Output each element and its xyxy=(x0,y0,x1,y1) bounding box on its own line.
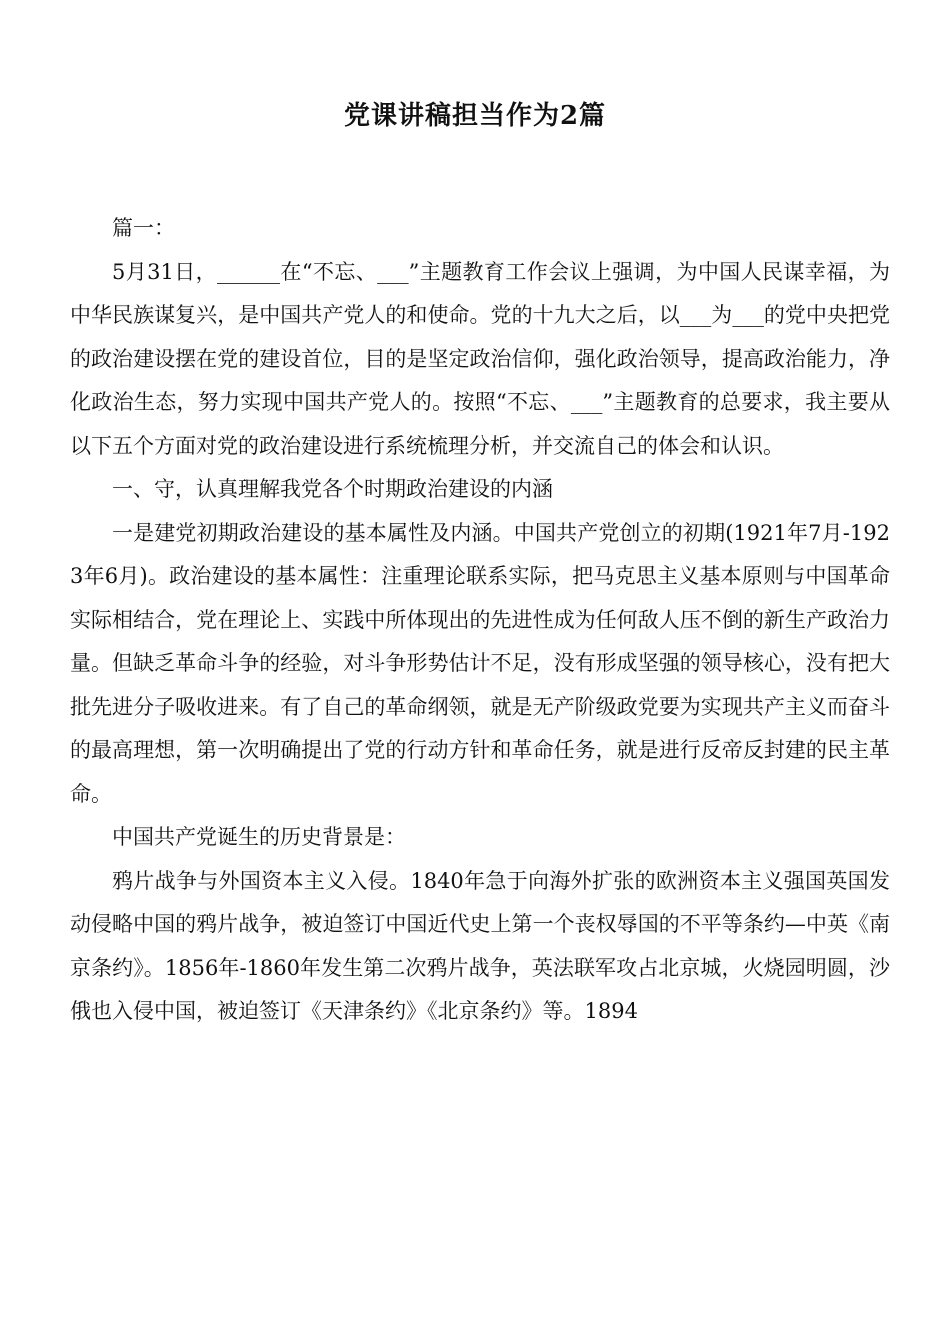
document-body xyxy=(70,207,890,1034)
section-heading: 一、守，认真理解我党各个时期政治建设的内涵 xyxy=(112,477,553,501)
body-paragraph: 一是建党初期政治建设的基本属性及内涵。中国共产党创立的初期(1921年7月-1923年6月)。政治建设的基本属性：注重理论联系实际，把马克思主义基本原则与中国革命实际相结合，党在理论上、实践中所体现出的先进性成为任何敌人压不倒的新生产政治力量。但缺乏革命斗争的经验，对斗争形势估计不足，没有形成坚强的领导核心，没有把大批先进分子吸收进来。有了自己的革命纲领，就是无产阶级政党要为实现共产主义而奋斗的最高理想，第一次明确提出了党的行动方针和革命任务，就是进行反帝反封建的民主革命。 xyxy=(70,520,890,806)
body-paragraph: 鸦片战争与外国资本主义入侵。1840年急于向海外扩张的欧洲资本主义强国英国发动侵略中国的鸦片战争，被迫签订中国近代史上第一个丧权辱国的不平等条约—中英《南京条约》。1856年-1860年发生第二次鸦片战争，英法联军攻占北京城，火烧园明圆，沙俄也入侵中国，被迫签订《天津条约》《北京条约》等。1894 xyxy=(70,868,890,1023)
body-paragraph: 中国共产党诞生的历史背景是： xyxy=(112,825,406,849)
body-paragraph: 5月31日，______在“不忘、___”主题教育工作会议上强调，为中国人民谋幸福，为中华民族谋复兴，是中国共产党人的和使命。党的十九大之后，以___为___的党中央把党的政治建设摆在党的建设首位，目的是坚定政治信仰，强化政治领导，提高政治能力，净化政治生态，努力实现中国共产党人的。按照“不忘、___”主题教育的总要求，我主要从以下五个方面对党的政治建设进行系统梳理分析，并交流自己的体会和认识。 xyxy=(70,259,890,458)
document-title: 党课讲稿担当作为2篇 xyxy=(343,101,607,131)
section-label: 篇一： xyxy=(112,216,175,240)
